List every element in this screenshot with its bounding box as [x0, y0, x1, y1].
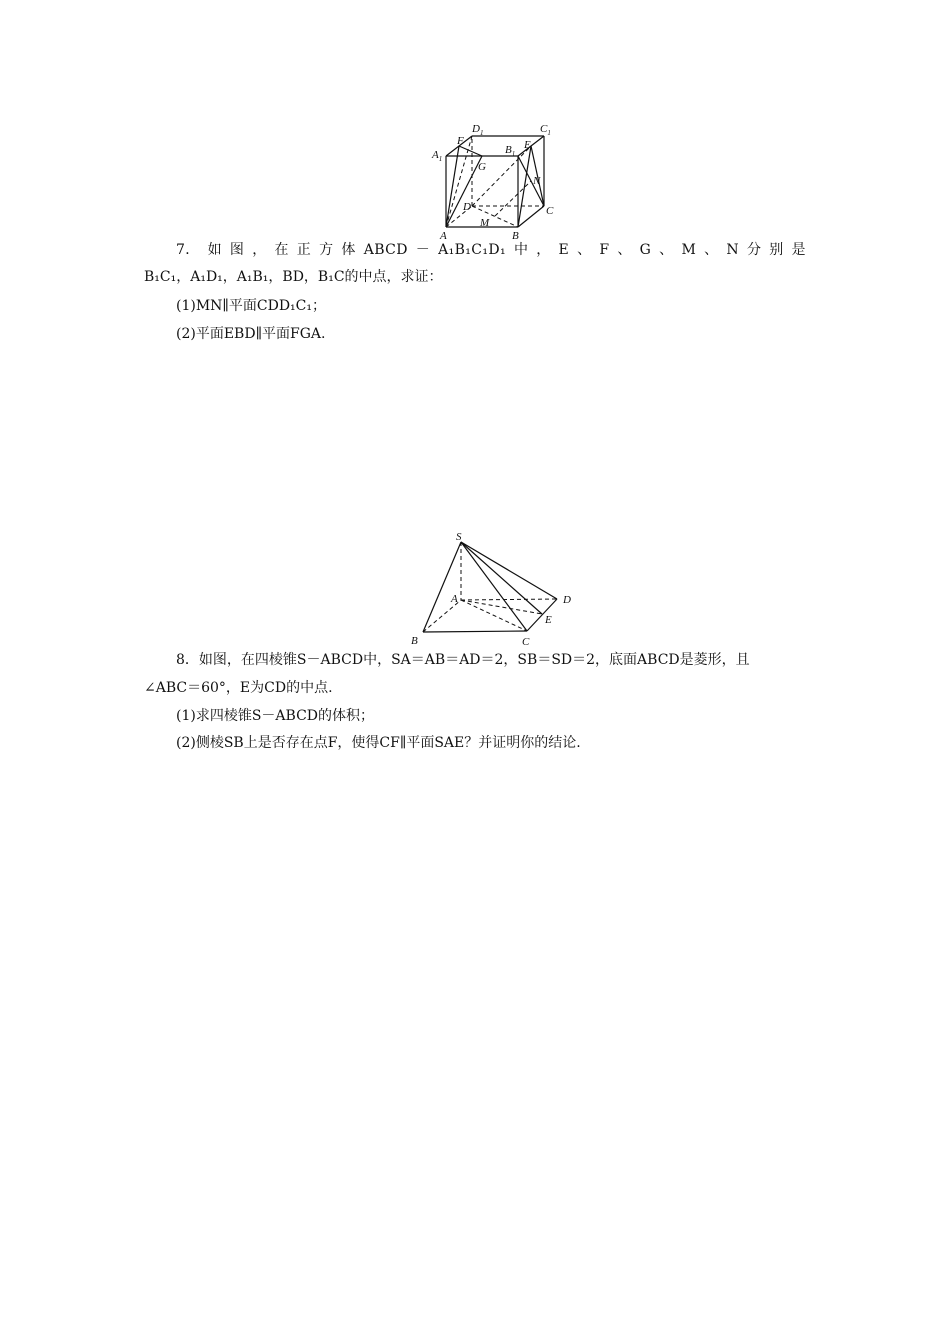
label-d: D	[463, 201, 471, 213]
segment-ac-hidden	[461, 600, 527, 631]
segment-db-hidden	[472, 206, 518, 227]
problem7-intro-token: 、	[704, 242, 719, 258]
problem7-intro-token: 、	[617, 242, 632, 258]
edge-bc	[423, 631, 527, 632]
problem7-intro-token: 分	[746, 242, 762, 258]
label-c: C	[522, 636, 530, 648]
edge-sc	[461, 542, 527, 631]
label-s: S	[456, 531, 462, 543]
problem7-intro-token: E	[558, 242, 570, 258]
problem7-part2: (2)平面EBD∥平面FGA.	[176, 326, 326, 342]
problem7-intro-token: 、	[577, 242, 592, 258]
label-c1: $C_1$	[540, 123, 551, 137]
problem7-intro-token: －	[415, 242, 431, 258]
problem7-intro-token: 在	[274, 242, 289, 258]
problem7-intro-token: 、	[659, 242, 674, 258]
label-d: D	[563, 594, 571, 606]
label-e: E	[524, 139, 531, 151]
label-m: M	[480, 217, 490, 229]
problem7-intro-token: 体	[341, 242, 356, 258]
edge-ad-hidden	[461, 599, 557, 600]
label-n: N	[533, 175, 541, 187]
edge-sb	[423, 542, 461, 632]
edge-bc	[518, 206, 544, 227]
label-e: E	[545, 614, 552, 626]
problem7-intro-token: 别	[769, 242, 784, 258]
problem7-intro-token: 7．	[176, 242, 200, 258]
label-b: B	[411, 635, 418, 647]
problem7-part1: (1)MN∥平面CDD₁C₁；	[176, 298, 326, 314]
problem7-intro-token: 是	[791, 242, 806, 258]
segment-be	[518, 146, 531, 227]
label-a: A	[451, 593, 458, 605]
problem8-intro-line1: 8．如图，在四棱锥S－ABCD中，SA＝AB＝AD＝2，SB＝SD＝2，底面ABCD是菱形，且	[176, 652, 750, 668]
label-g: G	[478, 161, 486, 173]
label-b: B	[512, 230, 519, 242]
label-f: F	[457, 135, 464, 147]
label-b1: $B_1$	[505, 144, 516, 158]
problem7-intro-token: ABCD	[363, 242, 408, 258]
segment-mn-hidden	[495, 181, 531, 216]
problem7-intro-token: 如	[207, 242, 223, 258]
problem7-intro-line2: B₁C₁，A₁D₁，A₁B₁，BD，B₁C的中点，求证：	[144, 269, 443, 285]
problem7-intro-token: 正	[296, 242, 312, 258]
cube-figure	[420, 118, 570, 240]
problem7-intro-token: 中	[513, 242, 529, 258]
label-d1: $D_1$	[472, 123, 484, 137]
edge-sd	[461, 542, 557, 599]
segment-fg	[459, 146, 482, 156]
segment-ae-hidden	[461, 600, 542, 614]
problem8-part1: (1)求四棱锥S－ABCD的体积；	[176, 708, 375, 724]
pyramid-figure	[405, 532, 590, 650]
label-c: C	[546, 205, 554, 217]
problem7-intro-token: N	[726, 242, 740, 258]
label-a: A	[440, 230, 447, 242]
problem8-part2: (2)侧棱SB上是否存在点F，使得CF∥平面SAE？并证明你的结论.	[176, 735, 581, 751]
label-a1: $A_1$	[432, 149, 443, 163]
edge-se	[461, 542, 542, 614]
problem7-intro-token: M	[681, 242, 697, 258]
problem7-intro-token: 方	[319, 242, 334, 258]
problem7-intro-token: F	[599, 242, 610, 258]
problem7-intro-token: ，	[536, 242, 551, 258]
problem7-intro-token: A₁B₁C₁D₁	[438, 242, 507, 258]
edge-cd	[527, 599, 557, 631]
problem7-intro-line1	[176, 240, 806, 260]
problem8-intro-line2: ∠ABC＝60°，E为CD的中点.	[144, 680, 333, 696]
problem7-intro-token: G	[639, 242, 652, 258]
problem7-intro-token: ，	[252, 242, 267, 258]
problem7-intro-token: 图	[229, 242, 245, 258]
